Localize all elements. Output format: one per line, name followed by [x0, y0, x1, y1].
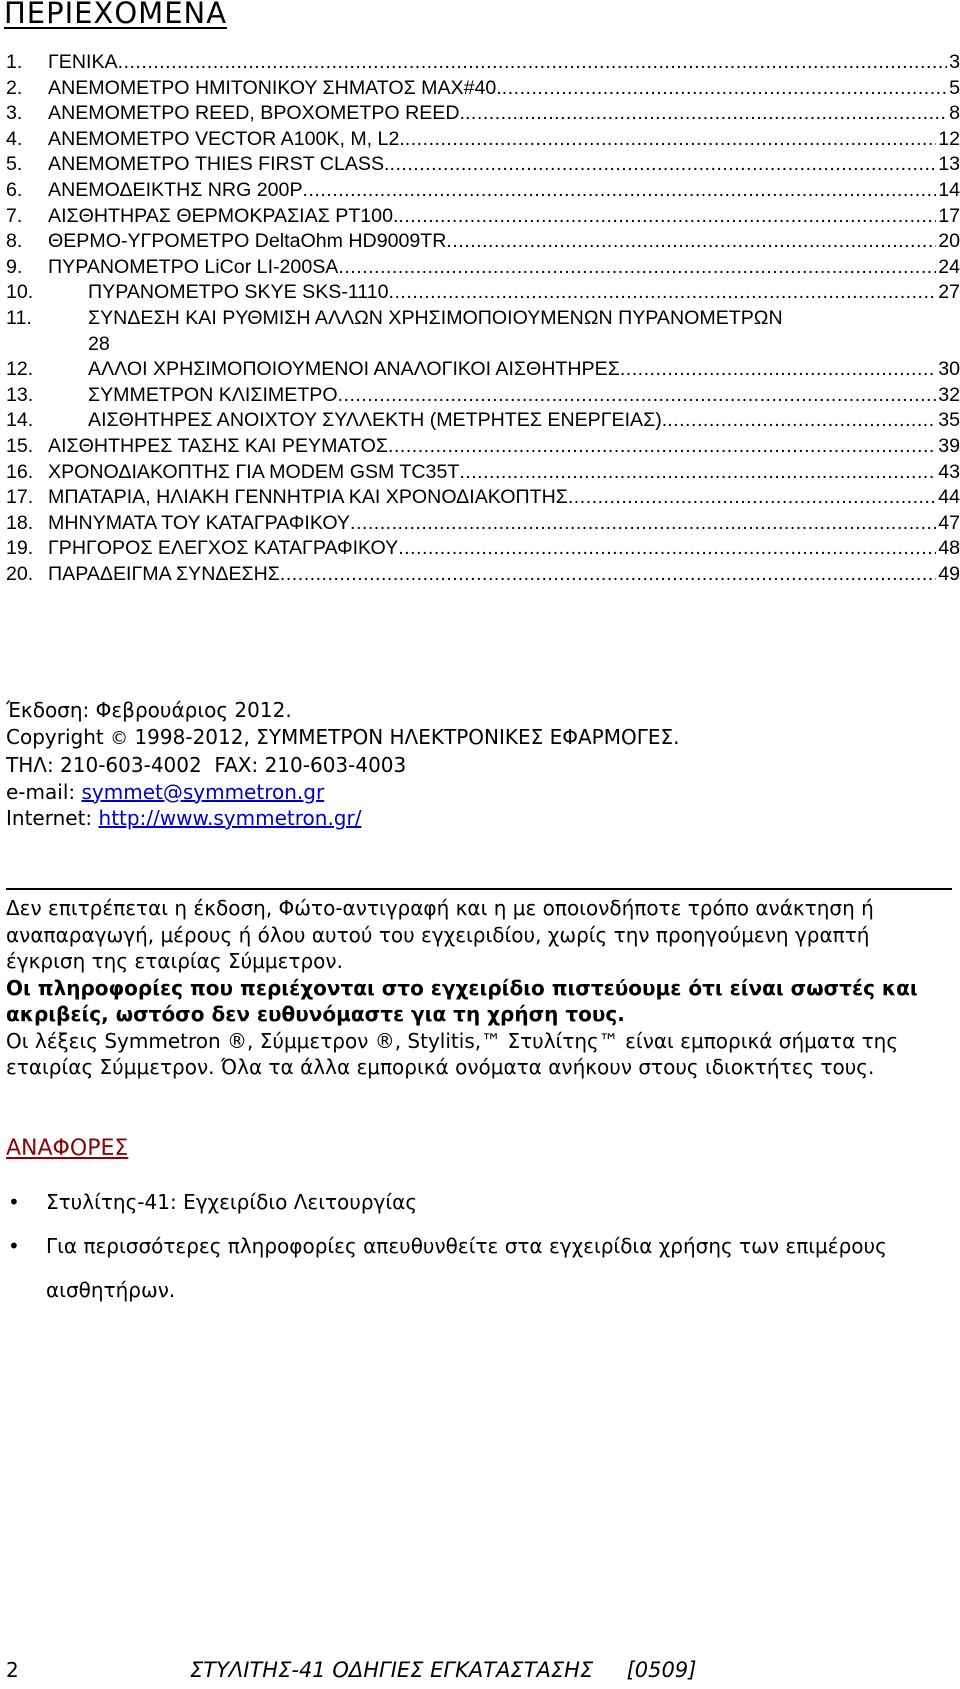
- toc-title: ΑΙΣΘΗΤΗΡΑΣ ΘΕΡΜΟΚΡΑΣΙΑΣ PT100.: [48, 204, 399, 227]
- toc-entry[interactable]: [6, 435, 960, 461]
- toc-title: ΓΕΝΙΚΑ: [48, 51, 118, 73]
- toc-number: 12.: [6, 358, 34, 381]
- toc-leader: [459, 461, 936, 484]
- toc-page: 47: [938, 511, 960, 534]
- toc-number: 1.: [6, 51, 23, 73]
- toc-leader: [502, 77, 947, 100]
- toc-page: 8: [949, 102, 960, 125]
- toc-page: 17: [938, 204, 960, 227]
- toc-number: 18.: [6, 511, 34, 534]
- toc-entry[interactable]: [6, 307, 960, 358]
- toc-page: 43: [938, 460, 960, 483]
- list-item: • Για περισσότερες πληροφορίες απευθυνθείτε στα εγχειρίδια χρήσης των επιμέρους αισθητήρων.: [6, 1224, 946, 1312]
- toc-leader: [338, 384, 937, 407]
- toc-entry[interactable]: [6, 51, 960, 77]
- toc-entry[interactable]: [6, 537, 960, 563]
- toc-number: 7.: [6, 204, 23, 227]
- toc-leader: [398, 205, 936, 228]
- toc-title: ΑΙΣΘΗΤΗΡΕΣ ΤΑΣΗΣ ΚΑΙ ΡΕΥΜΑΤΟΣ: [48, 434, 389, 457]
- email-line: [6, 779, 680, 806]
- toc-title: ΘΕΡΜΟ-ΥΓΡΟΜΕΤΡΟ DeltaOhm HD9009TR: [48, 230, 447, 253]
- toc-entry[interactable]: [6, 256, 960, 282]
- toc-leader: [118, 51, 948, 74]
- page-title: ΠΕΡΙΕΧΟΜΕΝΑ: [4, 0, 228, 30]
- toc-entry[interactable]: [6, 409, 960, 435]
- toc-page: 20: [938, 230, 960, 253]
- copyright-text: 1998-2012, ΣΥΜΜΕΤΡΟΝ ΗΛΕΚΤΡΟΝΙΚΕΣ ΕΦΑΡΜΟΓΕΣ.: [134, 724, 680, 749]
- toc-title: ΑΛΛΟΙ ΧΡΗΣΙΜΟΠΟΙΟΥΜΕΝΟΙ ΑΝΑΛΟΓΙΚΟΙ ΑΙΣΘΗΤΗΡΕΣ: [88, 358, 620, 381]
- toc-title: ΑΝΕΜΟΜΕΤΡΟ ΗΜΙΤΟΝΙΚΟΥ ΣΗΜΑΤΟΣ MAX#40.: [48, 76, 502, 99]
- toc-leader: [389, 281, 937, 304]
- toc-title: ΠΥΡΑΝΟΜΕΤΡΟ SKYE SKS-1110: [88, 281, 389, 304]
- toc-leader: [303, 179, 937, 202]
- toc-page: 35: [938, 409, 960, 432]
- toc-page: 12: [938, 127, 960, 150]
- toc-leader: [446, 230, 936, 253]
- toc-page: 28: [88, 332, 110, 355]
- toc-number: 2.: [6, 76, 23, 99]
- internet-line: [6, 805, 680, 832]
- toc-number: 3.: [6, 102, 23, 125]
- toc-title: ΑΝΕΜΟΜΕΤΡΟ THIES FIRST CLASS.: [48, 153, 390, 176]
- toc-leader: [398, 537, 936, 560]
- toc-page: 3: [949, 51, 960, 73]
- toc-number: 5.: [6, 153, 23, 176]
- list-item: • Στυλίτης-41: Εγχειρίδιο Λειτουργίας: [6, 1180, 946, 1224]
- toc-entry[interactable]: [6, 77, 960, 103]
- toc-page: 30: [938, 358, 960, 381]
- footer-title: ΣΤΥΛΙΤΗΣ-41 ΟΔΗΓΙΕΣ ΕΓΚΑΤΑΣΤΑΣΗΣ [0509]: [190, 1658, 697, 1682]
- toc-entry[interactable]: [6, 179, 960, 205]
- toc-entry[interactable]: [6, 512, 960, 538]
- toc-number: 16.: [6, 460, 34, 483]
- toc-number: 4.: [6, 127, 23, 150]
- copyright-label: Copyright: [6, 724, 104, 749]
- toc-number: 6.: [6, 178, 23, 201]
- toc-entry[interactable]: [6, 281, 960, 307]
- toc-title: ΑΝΕΜΟΜΕΤΡΟ REED, ΒΡΟΧΟΜΕΤΡΟ REED.: [48, 102, 465, 125]
- toc-title: ΑΝΕΜΟΜΕΤΡΟ VECTOR A100K, M, L2.: [48, 127, 405, 150]
- toc-page: 39: [938, 434, 960, 457]
- internet-label: Internet:: [6, 806, 99, 830]
- toc-number: 10.: [6, 281, 34, 304]
- page-number: 2: [6, 1658, 19, 1682]
- website-link[interactable]: http://www.symmetron.gr/: [98, 806, 362, 830]
- toc-number: 9.: [6, 255, 23, 278]
- toc-page: 27: [938, 281, 960, 304]
- toc-page: 14: [938, 178, 960, 201]
- toc-leader: [350, 512, 936, 535]
- toc-page: 24: [938, 255, 960, 278]
- disclaimer: Οι πληροφορίες που περιέχονται στο εγχειρίδιο πιστεύουμε ότι είναι σωστές και ακριβείς, ωστόσο δεν ευθυνόμαστε για τη χρήση τους.: [6, 975, 918, 1026]
- toc-number: 19.: [6, 537, 34, 560]
- references-list: [6, 1180, 946, 1312]
- toc-leader: [338, 256, 936, 279]
- toc-entry[interactable]: [6, 461, 960, 487]
- toc-number: 14.: [6, 409, 34, 432]
- toc-leader: [620, 358, 936, 381]
- toc-page: 48: [938, 537, 960, 560]
- references-heading: ΑΝΑΦΟΡΕΣ: [6, 1136, 129, 1161]
- toc-number: 11.: [6, 306, 32, 329]
- copyright-icon: ©: [110, 727, 129, 749]
- toc-leader: [405, 128, 936, 151]
- toc-entry[interactable]: [6, 102, 960, 128]
- toc-page: 13: [938, 153, 960, 176]
- toc-leader: [465, 102, 947, 125]
- toc-number: 15.: [6, 434, 34, 457]
- toc-title: ΓΡΗΓΟΡΟΣ ΕΛΕΓΧΟΣ ΚΑΤΑΓΡΑΦΙΚΟΥ: [48, 537, 399, 560]
- toc-entry[interactable]: [6, 384, 960, 410]
- toc-title: ΣΥΜΜΕΤΡΟΝ ΚΛΙΣΙΜΕΤΡΟ: [88, 383, 338, 406]
- publication-info: [6, 697, 680, 832]
- phone-line: ΤΗΛ: 210-603-4002 FAX: 210-603-4003: [6, 753, 407, 777]
- toc-page: 44: [938, 486, 960, 509]
- edition-line: Έκδοση: Φεβρουάριος 2012.: [6, 698, 292, 722]
- toc-page: 5: [949, 76, 960, 99]
- toc-title: ΑΙΣΘΗΤΗΡΕΣ ΑΝΟΙΧΤΟΥ ΣΥΛΛΕΚΤΗ (ΜΕΤΡΗΤΕΣ ΕΝΕΡΓΕΙΑΣ).: [88, 409, 668, 432]
- copyright-line: [6, 724, 680, 753]
- toc-entry[interactable]: [6, 230, 960, 256]
- toc-leader: [390, 153, 937, 176]
- toc-number: 20.: [6, 562, 34, 585]
- copying-notice: Δεν επιτρέπεται η έκδοση, Φώτο-αντιγραφή και η με οποιονδήποτε τρόπο ανάκτηση ή αναπαραγωγή, μέρους ή όλου αυτού του εγχειριδίου, χωρίς την προηγούμενη γραπτή έγκριση της εταιρίας Σύμμετρον.: [6, 896, 874, 973]
- table-of-contents: [6, 51, 960, 588]
- trademark-notice: Οι λέξεις Symmetron ®, Σύμμετρον ®, Stylitis,™ Στυλίτης™ είναι εμπορικά σήματα της εταιρίας Σύμμετρον. Όλα τα άλλα εμπορικά ονόματα ανήκουν στους ιδιοκτήτες τους.: [6, 1028, 899, 1079]
- toc-page: 32: [938, 383, 960, 406]
- toc-leader: [388, 435, 936, 458]
- email-link[interactable]: symmet@symmetron.gr: [81, 779, 325, 804]
- toc-title: ΜΠΑΤΑΡΙΑ, ΗΛΙΑΚΗ ΓΕΝΝΗΤΡΙΑ ΚΑΙ ΧΡΟΝΟΔΙΑΚΟΠΤΗΣ: [48, 486, 568, 509]
- toc-title: ΣΥΝΔΕΣΗ ΚΑΙ ΡΥΘΜΙΣΗ ΑΛΛΩΝ ΧΡΗΣΙΜΟΠΟΙΟΥΜΕΝΩΝ ΠΥΡΑΝΟΜΕΤΡΩΝ: [88, 306, 783, 329]
- toc-entry[interactable]: [6, 205, 960, 231]
- toc-entry[interactable]: [6, 128, 960, 154]
- toc-entry[interactable]: [6, 358, 960, 384]
- email-label: e-mail:: [6, 779, 82, 804]
- toc-leader: [667, 409, 936, 432]
- toc-title: ΧΡΟΝΟΔΙΑΚΟΠΤΗΣ ΓΙΑ MODEM GSM TC35T: [48, 460, 460, 483]
- toc-number: 8.: [6, 230, 23, 253]
- toc-page: 49: [938, 562, 960, 585]
- divider: [6, 888, 952, 890]
- toc-leader: [280, 563, 936, 586]
- toc-entry[interactable]: [6, 486, 960, 512]
- toc-title: ΑΝΕΜΟΔΕΙΚΤΗΣ NRG 200P: [48, 178, 303, 201]
- toc-title: ΠΑΡΑΔΕΙΓΜΑ ΣΥΝΔΕΣΗΣ: [48, 562, 280, 585]
- toc-title: ΠΥΡΑΝΟΜΕΤΡΟ LiCor LI-200SA: [48, 255, 339, 278]
- legal-notice: [6, 895, 954, 1081]
- toc-entry[interactable]: [6, 563, 960, 589]
- toc-number: 17.: [6, 486, 34, 509]
- toc-entry[interactable]: [6, 153, 960, 179]
- toc-title: ΜΗΝΥΜΑΤΑ ΤΟΥ ΚΑΤΑΓΡΑΦΙΚΟΥ: [48, 511, 350, 534]
- toc-leader: [568, 486, 936, 509]
- toc-number: 13.: [6, 383, 34, 406]
